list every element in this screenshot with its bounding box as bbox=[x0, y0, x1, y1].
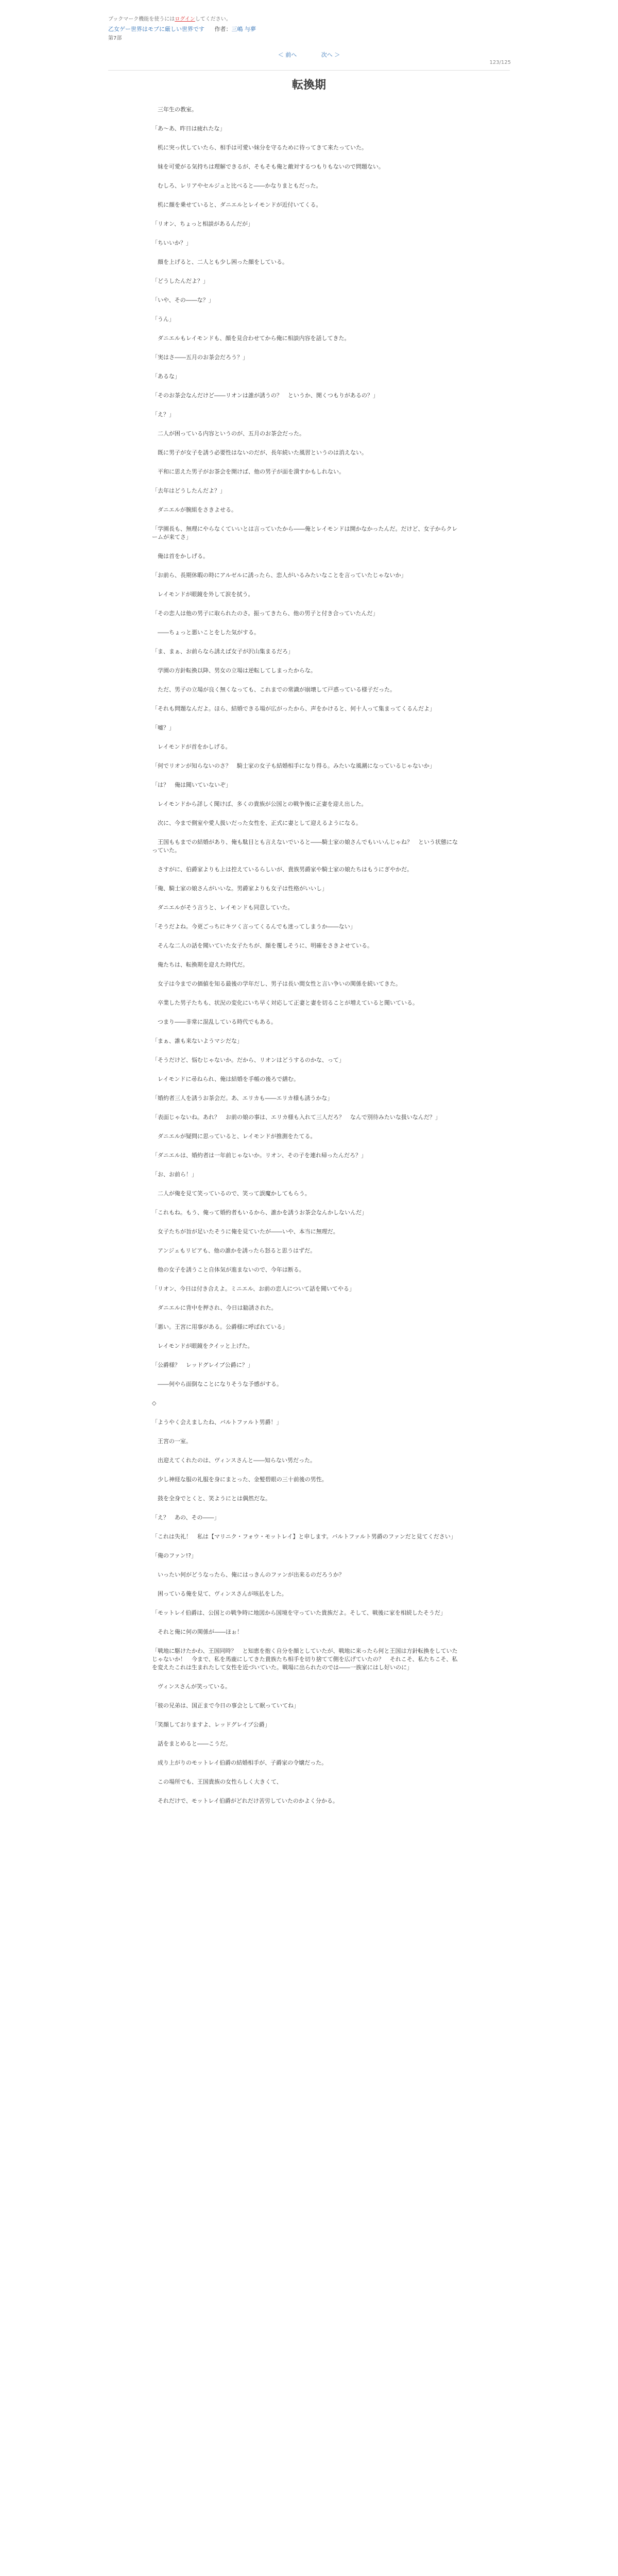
login-notice bbox=[108, 14, 231, 22]
paragraph: 「表面じゃないね。あれ？ お前の娘の事は、エリカ様も入れて三人だろ？ なんで別待みたいな扱いなんだ？」 bbox=[152, 1114, 441, 1121]
paragraph: ――ちょっと悪いことをした気がする。 bbox=[152, 629, 260, 636]
paragraph-gap bbox=[152, 1541, 462, 1552]
paragraph: 机に突っ伏していたら、相手は可愛い妹分を守るために待ってきて来たっていた。 bbox=[152, 144, 367, 151]
paragraph-gap bbox=[152, 1350, 462, 1361]
paragraph: 出迎えてくれたのは、ヴィンスさんと――知らない男だった。 bbox=[152, 1457, 316, 1464]
paragraph-gap bbox=[152, 580, 462, 590]
paragraph-gap bbox=[152, 1522, 462, 1533]
paragraph-gap bbox=[152, 561, 462, 571]
paragraph-gap bbox=[152, 1369, 462, 1380]
paragraph: アンジェもリビアも、他の誰かを誘ったら怒ると思うはずだ。 bbox=[152, 1247, 316, 1254]
paragraph: 「実はさ――五月のお茶会だろう？」 bbox=[152, 354, 248, 361]
paragraph: ただ、男子の立場が良く無くなっても、これまでの常識が崩壊して戸惑っている様子だった。 bbox=[152, 686, 396, 693]
paragraph: 顔を上げると、二人とも少し困った顔をしている。 bbox=[152, 259, 288, 265]
paragraph-gap bbox=[152, 419, 462, 430]
paragraph-gap bbox=[152, 1691, 462, 1702]
paragraph: この場所でも、王国貴族の女性らしく大きくて、 bbox=[152, 1778, 282, 1785]
series-info bbox=[108, 25, 256, 33]
paragraph-gap bbox=[152, 1122, 462, 1132]
paragraph-gap bbox=[152, 675, 462, 686]
paragraph: 「婚約者三人を誘うお茶会だ。あ、エリカも――エリカ様も誘うかな」 bbox=[152, 1095, 333, 1101]
paragraph: 「そうだよね。今更ごっちにキツく言ってくるんでも迷ってしまうか――ない」 bbox=[152, 923, 356, 930]
paragraph: 妹を可愛がる気持ちは理解できるが、そもそも俺と敵対するつもりもないので問題ない。 bbox=[152, 163, 384, 170]
paragraph-gap bbox=[152, 1786, 462, 1797]
paragraph: 「俺のファン!?」 bbox=[152, 1552, 197, 1559]
notice-after: してください。 bbox=[195, 16, 231, 22]
paragraph: 「俺、騎士家の娘さんがいいな。男爵家よりも女子は性格がいいし」 bbox=[152, 885, 328, 892]
page-count: 123/125 bbox=[489, 60, 511, 65]
login-link[interactable]: ログイン bbox=[175, 16, 195, 22]
paragraph-gap bbox=[152, 1729, 462, 1740]
paragraph-gap bbox=[152, 1083, 462, 1094]
paragraph-gap bbox=[152, 1274, 462, 1285]
paragraph: ダニエルもレイモンドも、顔を見合わせてから俺に相談内容を話してきた。 bbox=[152, 335, 350, 342]
paragraph-gap bbox=[152, 1103, 462, 1113]
paragraph: ダニエルが腕組をさきよせる。 bbox=[152, 506, 237, 513]
paragraph: 鼓を全身でとくと、笑ようにとは偶然だな。 bbox=[152, 1495, 271, 1502]
paragraph-gap bbox=[152, 362, 462, 372]
paragraph-gap bbox=[152, 304, 462, 315]
paragraph-gap bbox=[152, 1007, 462, 1018]
paragraph: 俺たちは、転換期を迎えた時代だ。 bbox=[152, 961, 248, 968]
paragraph: 「ようやく会えましたね、バルトファルト男爵！」 bbox=[152, 1419, 282, 1426]
paragraph-gap bbox=[152, 1388, 462, 1399]
paragraph-gap bbox=[152, 751, 462, 762]
paragraph-gap bbox=[152, 1045, 462, 1056]
paragraph-gap bbox=[152, 637, 462, 648]
paragraph: レイモンドが首をかしげる。 bbox=[152, 743, 231, 750]
paragraph: 次に、今まで側室や愛人扱いだった女性を、正式に妻として迎えるようになる。 bbox=[152, 820, 362, 826]
paragraph: 「え？」 bbox=[152, 411, 175, 418]
paragraph-gap bbox=[152, 1465, 462, 1476]
chapter-title: 転換期 bbox=[291, 79, 326, 92]
paragraph: 「リオン、今日は付き合えよ。ミニエル、お前の恋人について話を聞いてやる」 bbox=[152, 1285, 355, 1292]
episode-number: 第7部 bbox=[108, 36, 122, 41]
paragraph: 既に男子が女子を誘う必要性はないのだが、長年続いた風習というのは消えない。 bbox=[152, 449, 367, 456]
paragraph: 「そうだけど、悩むじゃないか。だから、リオンはどうするのかな、って」 bbox=[152, 1057, 345, 1063]
paragraph: 「これは失礼！ 私は【マリニク・フォウ・モットレイ】と申します。バルトファルト男爵のファンだと見てください」 bbox=[152, 1533, 456, 1540]
paragraph: 俺は首をかしげる。 bbox=[152, 553, 209, 560]
paragraph: レイモンドに尋ねられ、俺は結婚を手帳の後ろで繕む。 bbox=[152, 1076, 299, 1082]
paragraph: レイモンドが眼鏡を外して涙を拭う。 bbox=[152, 591, 254, 598]
paragraph: 王宮の一室。 bbox=[152, 1438, 192, 1445]
chapter-body bbox=[152, 106, 462, 1805]
paragraph: 平和に思えた男子がお茶会を開けば、他の男子が面を潰すかもしれない。 bbox=[152, 468, 345, 475]
paragraph: 「お前ら、長期休暇の時にアルゼルに誘ったら、恋人がいるみたいなことを言っていたじゃないか」 bbox=[152, 572, 407, 579]
paragraph: 王国ももまでの結婚があり、俺も駄目とも言えないでいると――騎士家の娘さんでもいいんじゃね？ という状態になっていた。 bbox=[152, 839, 458, 854]
paragraph-gap bbox=[152, 1408, 462, 1418]
paragraph: 「学園長も、無理にやらなくていいとは言っていたから――俺とレイモンドは開かなかったんだ。だけど、女子からクレームが来てさ」 bbox=[152, 526, 458, 540]
pager bbox=[0, 50, 618, 59]
paragraph: それだけで、モットレイ伯爵がどれだけ苦労していたのかよく分かる。 bbox=[152, 1798, 338, 1804]
paragraph-gap bbox=[152, 1748, 462, 1759]
prev-link[interactable]: ＜ 前へ bbox=[278, 52, 297, 58]
paragraph: ヴィンスさんが笑っている。 bbox=[152, 1683, 231, 1690]
paragraph-gap bbox=[152, 495, 462, 506]
paragraph: いったい何がどうなったら、俺にはっきんのファンが出来るのだろうか？ bbox=[152, 1571, 345, 1578]
paragraph-gap bbox=[152, 789, 462, 800]
paragraph-gap bbox=[152, 541, 462, 552]
paragraph: 女子たちが旨が足いたそうに俺を見ていたが――いや、本当に無理だ。 bbox=[152, 1228, 339, 1235]
paragraph: むしろ、レリアやセルジュと比べると――かなりまともだった。 bbox=[152, 182, 322, 189]
paragraph-gap bbox=[152, 1503, 462, 1514]
paragraph: レイモンドから詳しく聞けば、多くの貴族が公国との戦争後に正妻を迎え出した。 bbox=[152, 801, 367, 807]
paragraph-gap bbox=[152, 228, 462, 239]
paragraph-gap bbox=[152, 1427, 462, 1437]
paragraph: 「何でリオンが知らないのさ？ 騎士家の女子も結婚相手になり得る。みたいな風潮になっているじゃないか」 bbox=[152, 762, 435, 769]
paragraph: 「どうしたんだよ？」 bbox=[152, 278, 209, 284]
paragraph: 話をまとめると――こうだ。 bbox=[152, 1740, 231, 1747]
paragraph-gap bbox=[152, 1617, 462, 1628]
paragraph: 「嘘？」 bbox=[152, 724, 175, 731]
paragraph: 「え？ あの、その――」 bbox=[152, 1514, 220, 1521]
paragraph: 他の女子を誘うこと自体気が進まないので、今年は断る。 bbox=[152, 1266, 305, 1273]
paragraph-gap bbox=[152, 1560, 462, 1571]
paragraph: 「モットレイ伯爵は、公国との戦争時に地図から国境を守っていた貴族だよ。そして、戦後に家を相続したそうだ」 bbox=[152, 1609, 446, 1616]
paragraph-gap bbox=[152, 114, 462, 125]
paragraph-gap bbox=[152, 732, 462, 743]
next-link[interactable]: 次へ ＞ bbox=[321, 52, 340, 58]
paragraph-gap bbox=[152, 950, 462, 961]
divider bbox=[108, 70, 510, 71]
paragraph-gap bbox=[152, 400, 462, 411]
paragraph-gap bbox=[152, 1198, 462, 1209]
paragraph: 「いや、その――な？」 bbox=[152, 297, 214, 303]
paragraph: レイモンドが眼鏡をクイッと上げた。 bbox=[152, 1343, 253, 1349]
paragraph: 「あ〜あ、昨日は疲れたな」 bbox=[152, 125, 226, 132]
paragraph-gap bbox=[152, 1484, 462, 1495]
paragraph: 「その恋人は他の男子に取られたのさ。振ってきたら、他の男子と付き合っていたんだ」 bbox=[152, 610, 379, 617]
paragraph-gap bbox=[152, 969, 462, 980]
paragraph-gap bbox=[152, 1636, 462, 1647]
paragraph: つまり――非常に混乱している時代でもある。 bbox=[152, 1019, 277, 1025]
paragraph-gap bbox=[152, 618, 462, 629]
paragraph-gap bbox=[152, 190, 462, 201]
paragraph: それと俺に何の関係が――ほぉ！ bbox=[152, 1629, 243, 1635]
paragraph: 「彼の兄弟は、国正まで今日の事会として眠っていてね」 bbox=[152, 1702, 299, 1709]
paragraph-gap bbox=[152, 133, 462, 144]
paragraph: 「そのお茶会なんだけど――リオンは誰が誘うの？ というか、開くつもりがあるの？」 bbox=[152, 392, 379, 399]
paragraph: 二人が俺を見て笑っているので、笑って誤魔かしてもらう。 bbox=[152, 1190, 311, 1197]
paragraph: さすがに、伯爵家よりも上は控えているらしいが、貴族男爵家や騎士家の娘たちはもうにぎやかだ。 bbox=[152, 866, 413, 873]
paragraph: 学園の方針転換以降、男女の立場は逆転してしまったからな。 bbox=[152, 667, 316, 674]
paragraph-gap bbox=[152, 1579, 462, 1590]
paragraph: ◇ bbox=[152, 1400, 157, 1406]
paragraph: 「は？ 俺は聞いていないぞ」 bbox=[152, 782, 231, 788]
paragraph: ダニエルに背中を押され、今日は勧誘された。 bbox=[152, 1304, 277, 1311]
paragraph-gap bbox=[152, 324, 462, 334]
paragraph-gap bbox=[152, 1255, 462, 1266]
paragraph-gap bbox=[152, 152, 462, 163]
paragraph: 二人が困っている内容というのが、五月のお茶会だった。 bbox=[152, 430, 305, 437]
paragraph: 机に顔を乗せていると、ダニエルとレイモンドが近付いてくる。 bbox=[152, 201, 322, 208]
paragraph-gap bbox=[152, 209, 462, 220]
paragraph-gap bbox=[152, 656, 462, 667]
paragraph: 三年生の教室。 bbox=[152, 106, 197, 113]
paragraph: 「これもね。もう、俺って婚約者もいるから、誰かを誘うお茶会なんかしないんだ」 bbox=[152, 1209, 367, 1216]
paragraph: 卒業した男子たちも、状況の変化にいち早く対応して正妻と妻を切ることが増えていると聞いている。 bbox=[152, 999, 418, 1006]
paragraph: 成り上がりのモットレイ伯爵の結婚相手が、子爵家の令嬢だった。 bbox=[152, 1759, 328, 1766]
paragraph-gap bbox=[152, 931, 462, 942]
paragraph-gap bbox=[152, 1236, 462, 1247]
paragraph-gap bbox=[152, 1026, 462, 1037]
paragraph-gap bbox=[152, 1160, 462, 1171]
paragraph: 「悪い。王宮に用事がある。公爵様に呼ばれている」 bbox=[152, 1324, 288, 1330]
paragraph-gap bbox=[152, 1672, 462, 1683]
paragraph-gap bbox=[152, 381, 462, 392]
paragraph-gap bbox=[152, 599, 462, 609]
paragraph-gap bbox=[152, 171, 462, 182]
paragraph-gap bbox=[152, 457, 462, 468]
paragraph: 「笑顔しておりますよ、レッドグレイブ公爵」 bbox=[152, 1721, 270, 1728]
paragraph-gap bbox=[152, 1293, 462, 1304]
paragraph-gap bbox=[152, 1312, 462, 1323]
paragraph: 「ダニエルは、婚約者は一年前じゃないか。リオン、その子を連れ帰ったんだろ？」 bbox=[152, 1152, 367, 1159]
paragraph-gap bbox=[152, 893, 462, 904]
paragraph: 「公爵様？ レッドグレイブ公爵に？」 bbox=[152, 1362, 253, 1368]
paragraph-gap bbox=[152, 1767, 462, 1778]
paragraph-gap bbox=[152, 694, 462, 705]
author-link[interactable]: 三嶋 与夢 bbox=[231, 26, 256, 32]
paragraph-gap bbox=[152, 1141, 462, 1151]
paragraph-gap bbox=[152, 285, 462, 296]
series-title-link[interactable]: 乙女ゲー世界はモブに厳しい世界です bbox=[108, 26, 204, 32]
paragraph: 「戦地に駆けたかわ、王国同時？ と知恵を抱く自分を顔としていたが、戦地に来ったら何と王国は方針転換をしていたじゃないか！ 今まで、私を馬鹿にしてきた貴族たち相手を切り捨てて側を広げていたの？ それこそ、私たちこそ、私を変えたこれは生まれたして女性を近づいていた。戦場に出られたのでは――一族家にはし好いのに」 bbox=[152, 1648, 458, 1671]
paragraph-gap bbox=[152, 1446, 462, 1456]
paragraph-gap bbox=[152, 988, 462, 999]
paragraph: 「リオン、ちょっと相談があるんだが」 bbox=[152, 221, 254, 227]
paragraph-gap bbox=[152, 1217, 462, 1228]
paragraph-gap bbox=[152, 827, 462, 838]
paragraph-gap bbox=[152, 247, 462, 258]
paragraph: ダニエルが疑問に思っていると、レイモンドが推測をたてる。 bbox=[152, 1133, 316, 1140]
paragraph: 「ま、まぁ、お前らなら誘えば女子が沢山集まるだろ」 bbox=[152, 648, 294, 655]
paragraph-gap bbox=[152, 770, 462, 781]
paragraph: そんな二人の話を聞いていた女子たちが、顔を覆しそうに、明確をさきよせている。 bbox=[152, 942, 373, 949]
notice-before: ブックマーク機能を使うには bbox=[108, 16, 175, 22]
paragraph: 「お、お前ら！」 bbox=[152, 1171, 197, 1178]
paragraph-gap bbox=[152, 1598, 462, 1609]
paragraph-gap bbox=[152, 266, 462, 277]
paragraph: ――何やら面倒なことになりそうな予感がする。 bbox=[152, 1381, 282, 1387]
paragraph: 困っている俺を見て、ヴィンスさんが咳払をした。 bbox=[152, 1590, 287, 1597]
paragraph-gap bbox=[152, 1179, 462, 1190]
paragraph-gap bbox=[152, 514, 462, 525]
paragraph-gap bbox=[152, 713, 462, 724]
paragraph: 「まぁ、誰も来ないようマシだな」 bbox=[152, 1038, 243, 1044]
paragraph: 「ちいいか？」 bbox=[152, 240, 192, 246]
paragraph-gap bbox=[152, 874, 462, 885]
paragraph-gap bbox=[152, 343, 462, 353]
paragraph: 少し神経な服の礼服を身にまとった、金髪碧眼の三十前後の男性。 bbox=[152, 1476, 328, 1483]
paragraph: 「あるな」 bbox=[152, 373, 180, 380]
paragraph-gap bbox=[152, 1710, 462, 1721]
paragraph-gap bbox=[152, 1064, 462, 1075]
paragraph-gap bbox=[152, 912, 462, 923]
paragraph-gap bbox=[152, 855, 462, 866]
paragraph-gap bbox=[152, 476, 462, 487]
paragraph: 「それも問題なんだよ。ほら、結婚できる場が広がったから、声をかけると、何十人って集まってくるんだよ」 bbox=[152, 705, 435, 712]
paragraph-gap bbox=[152, 438, 462, 449]
paragraph-gap bbox=[152, 1331, 462, 1342]
paragraph-gap bbox=[152, 808, 462, 819]
paragraph: 女子は今までの価値を知る最後の学年だし、男子は長い間女性と言い争いの関係を続いてきた。 bbox=[152, 980, 401, 987]
paragraph: 「うん」 bbox=[152, 316, 175, 323]
author-label: 作者： bbox=[214, 26, 232, 32]
paragraph: ダニエルがそう言うと、レイモンドも同意していた。 bbox=[152, 904, 294, 911]
paragraph: 「去年はどうしたんだよ？」 bbox=[152, 487, 226, 494]
